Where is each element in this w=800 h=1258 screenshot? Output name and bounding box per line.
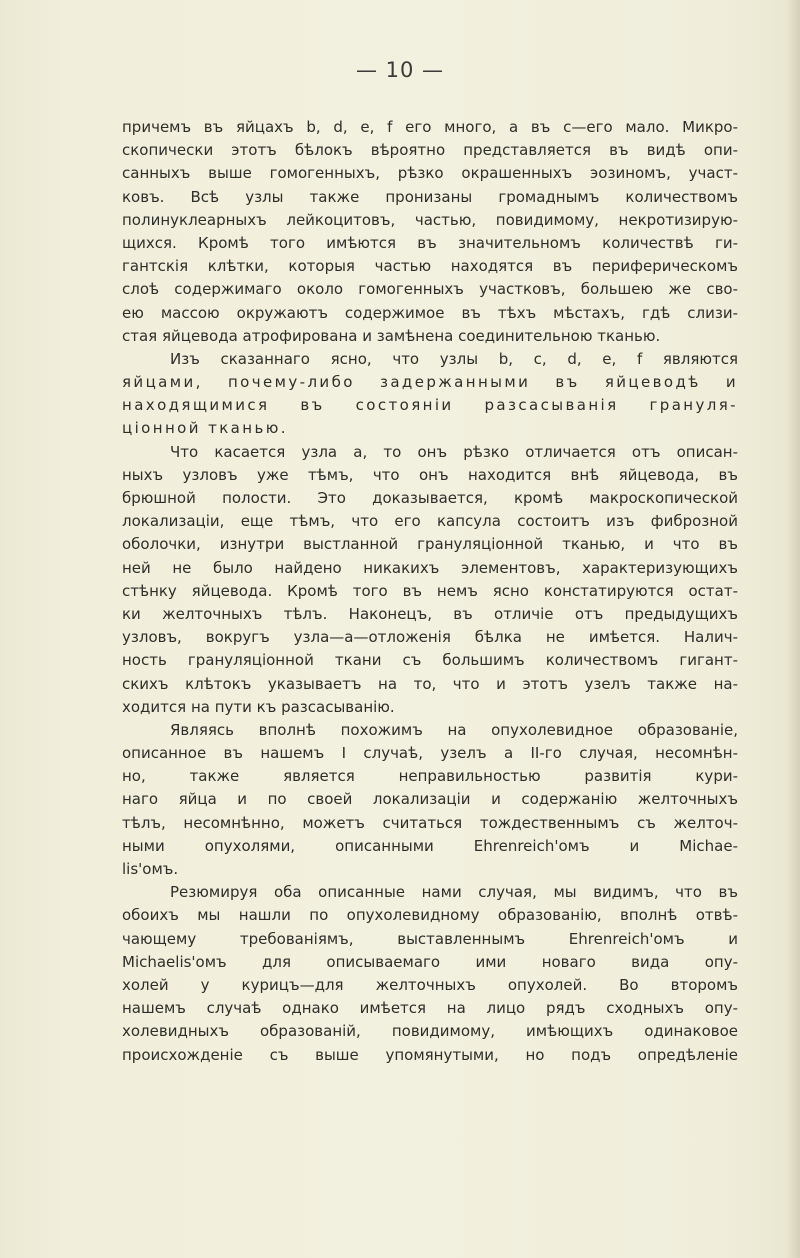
page-edge-shadow xyxy=(786,0,800,1258)
text-line: ней не было найдено никакихъ элементовъ, характеризующихъ xyxy=(122,558,738,577)
text-line: Что касается узла а, то онъ рѣзко отличается отъ описан- xyxy=(170,442,738,461)
text-line: тѣлъ, несомнѣнно, можетъ считаться тождественнымъ съ желточ- xyxy=(122,813,738,832)
text-line: наго яйца и по своей локализаціи и содержанію желточныхъ xyxy=(122,790,738,809)
text-line: но, также является неправильностью развитія кури- xyxy=(122,767,738,786)
text-line: чающему требованіямъ, выставленнымъ Ehrenreich'омъ и xyxy=(122,929,738,948)
text-line: скихъ клѣтокъ указываетъ на то, что и этотъ узелъ также на- xyxy=(122,674,738,693)
text-line: ковъ. Всѣ узлы также пронизаны громаднымъ количествомъ xyxy=(122,187,738,206)
text-line: Резюмируя оба описанные нами случая, мы видимъ, что въ xyxy=(170,883,738,902)
text-line: ныхъ узловъ уже тѣмъ, что онъ находится внѣ яйцевода, въ xyxy=(122,465,738,484)
text-line: ность грануляціонной ткани съ большимъ количествомъ гигант- xyxy=(122,651,738,670)
text-line: ходится на пути къ разсасыванію. xyxy=(122,697,395,716)
text-line: находящимися въ состояніи разсасыванія грануля- xyxy=(122,396,738,415)
text-line: ціонной тканью. xyxy=(122,419,288,438)
text-line: узловъ, вокругъ узла—а—отложенія бѣлка не имѣется. Налич- xyxy=(122,628,738,647)
text-line: яйцами, почему-либо задержанными въ яйцеводѣ и xyxy=(122,373,738,392)
text-line: причемъ въ яйцахъ b, d, e, f его много, а въ с—его мало. Микро- xyxy=(122,118,738,136)
text-line: холевидныхъ образованій, повидимому, имѣющихъ одинаковое xyxy=(122,1022,738,1041)
text-line: брюшной полости. Это доказывается, кромѣ макроскопической xyxy=(122,489,738,507)
text-line: стая яйцевода атрофирована и замѣнена соединительною тканью. xyxy=(122,326,661,345)
text-line: стѣнку яйцевода. Кромѣ того въ немъ ясно констатируются остат- xyxy=(122,581,738,600)
text-line: Являясь вполнѣ похожимъ на опухолевидное образованіе, xyxy=(170,720,738,739)
text-line: Michaelis'омъ для описываемаго ими новаго вида опу- xyxy=(122,952,738,971)
text-line: гантскія клѣтки, которыя частью находятся въ периферическомъ xyxy=(122,257,738,276)
text-line: холей у курицъ—для желточныхъ опухолей. Во второмъ xyxy=(122,975,738,994)
text-line: lis'омъ. xyxy=(122,860,179,878)
text-line: Изъ сказаннаго ясно, что узлы b, c, d, e, f являются xyxy=(170,349,738,368)
page-number: — 10 — xyxy=(355,58,445,82)
text-line: санныхъ выше гомогенныхъ, рѣзко окрашенныхъ эозиномъ, участ- xyxy=(122,164,738,183)
text-line: полинуклеарныхъ лейкоцитовъ, частью, повидимому, некротизирую- xyxy=(122,210,738,229)
text-line: ными опухолями, описанными Ehrenreich'омъ и Michae- xyxy=(122,836,738,855)
text-line: щихся. Кромѣ того имѣются въ значительномъ количествѣ ги- xyxy=(122,233,738,252)
text-line: слоѣ содержимаго около гомогенныхъ участковъ, большею же сво- xyxy=(122,280,738,299)
text-line: скопически этотъ бѣлокъ вѣроятно представляется въ видѣ опи- xyxy=(122,141,738,160)
text-line: происхожденіе съ выше упомянутыми, но подъ опредѣленіе xyxy=(122,1045,738,1064)
text-line: обоихъ мы нашли по опухолевидному образованію, вполнѣ отвѣ- xyxy=(122,906,738,925)
text-line: ею массою окружаютъ содержимое въ тѣхъ мѣстахъ, гдѣ слизи- xyxy=(122,303,738,322)
text-line: нашемъ случаѣ однако имѣется на лицо рядъ сходныхъ опу- xyxy=(122,999,738,1018)
body-text xyxy=(122,116,738,1067)
text-line: описанное въ нашемъ I случаѣ, узелъ а II-го случая, несомнѣн- xyxy=(122,744,738,763)
text-line: локализаціи, еще тѣмъ, что его капсула состоитъ изъ фиброзной xyxy=(122,512,738,531)
text-line: оболочки, изнутри выстланной грануляціонной тканью, и что въ xyxy=(122,535,738,554)
text-line: ки желточныхъ тѣлъ. Наконецъ, въ отличіе отъ предыдущихъ xyxy=(122,604,738,623)
